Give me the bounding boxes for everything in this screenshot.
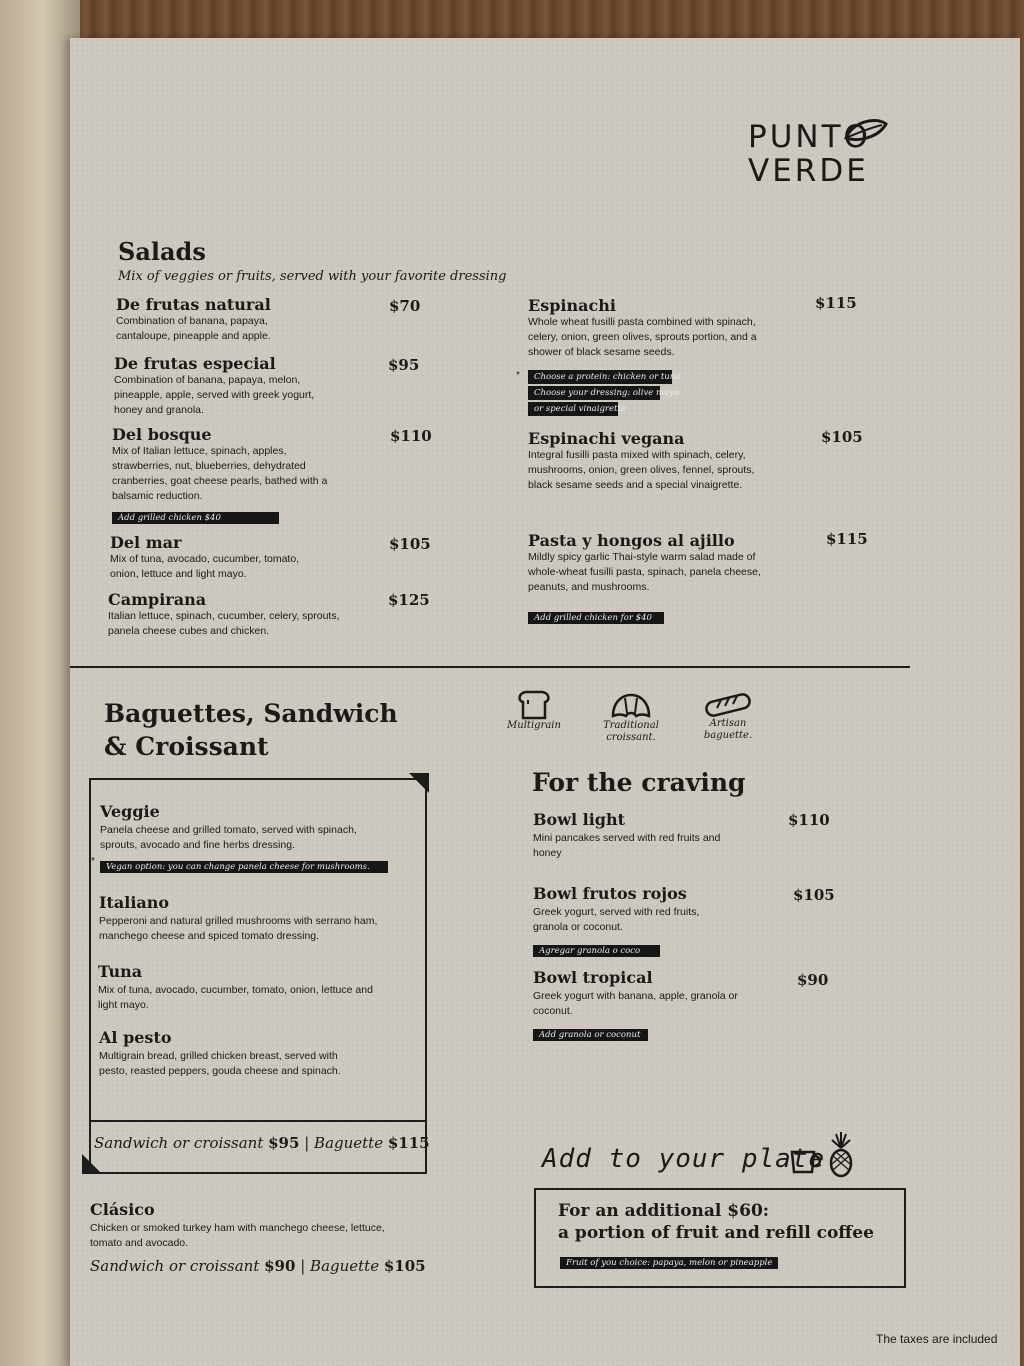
brand-logo	[748, 120, 928, 188]
sandwich-item	[99, 893, 419, 944]
price-separator: |	[300, 1257, 311, 1275]
item-name: De frutas especial	[114, 354, 276, 373]
item-desc: Mix of Italian lettuce, spinach, apples, strawberries, nut, blueberries, dehydrated cranberries, goat cheese pearls, bathed with a balsamic reduction.	[112, 445, 328, 502]
option-tag: or special vinaigrette	[528, 402, 618, 416]
box-price-divider	[89, 1120, 427, 1122]
bread-option	[504, 690, 564, 732]
salad-item	[516, 296, 828, 418]
item-desc: Chicken or smoked turkey ham with manchego cheese, lettuce, tomato and avocado.	[90, 1222, 385, 1249]
item-price: $105	[821, 428, 863, 446]
price-separator: |	[304, 1134, 315, 1152]
item-name: Italiano	[99, 893, 170, 912]
taxes-note: The taxes are included	[876, 1332, 998, 1346]
pineapple-icon	[826, 1132, 856, 1178]
item-desc: Pepperoni and natural grilled mushrooms with serrano ham, manchego cheese and spiced tomato dressing.	[99, 915, 378, 942]
sandwich-item	[99, 1028, 419, 1079]
clasico-item	[90, 1200, 426, 1275]
item-name: Espinachi vegana	[528, 429, 685, 448]
salads-title: Salads	[118, 237, 206, 266]
box-corner	[409, 773, 429, 793]
item-price: $105	[389, 535, 431, 553]
leaf-icon	[842, 118, 888, 144]
craving-item	[533, 968, 793, 1042]
item-desc: Combination of banana, papaya, melon, pineapple, apple, served with greek yogurt, honey and granola.	[114, 374, 315, 416]
item-name: Al pesto	[99, 1028, 172, 1047]
option-tag: Choose your dressing: olive mayo	[528, 386, 660, 400]
salads-subtitle: Mix of veggies or fruits, served with your favorite dressing	[118, 269, 507, 284]
item-desc: Integral fusilli pasta mixed with spinach, celery, mushrooms, onion, green olives, fennel, sprouts, black sesame seeds and a special vinaigrette.	[528, 449, 755, 491]
box-corner	[82, 1154, 102, 1174]
item-price: $105	[793, 886, 835, 904]
menu-page	[70, 38, 1020, 1366]
sandwich-item	[91, 802, 420, 874]
baguette-price: $105	[383, 1257, 426, 1275]
item-price: $115	[815, 294, 857, 312]
salad-item	[112, 425, 412, 525]
asterisk-icon: *	[516, 370, 520, 381]
left-page-edge	[0, 0, 80, 1366]
item-name: Clásico	[90, 1200, 155, 1219]
item-name: Tuna	[98, 962, 143, 981]
salad-item	[114, 354, 414, 418]
addon-text	[558, 1200, 898, 1244]
sandwich-label: Sandwich or croissant	[94, 1134, 264, 1152]
item-price: $110	[788, 811, 830, 829]
item-desc: Mix of tuna, avocado, cucumber, tomato, onion, lettuce and light mayo.	[110, 553, 300, 580]
sandwich-title-line2: & Croissant	[104, 731, 269, 761]
clasico-price-line	[90, 1257, 426, 1275]
sandwich-title	[104, 698, 398, 763]
coffee-cup-icon	[788, 1146, 824, 1176]
item-desc: Italian lettuce, spinach, cucumber, celery, sprouts, panela cheese cubes and chicken.	[108, 610, 340, 637]
salad-item	[528, 429, 828, 493]
craving-title: For the craving	[532, 768, 746, 797]
asterisk-icon: *	[91, 856, 95, 867]
item-desc: Mini pancakes served with red fruits and honey	[533, 832, 721, 859]
baguette-label: Baguette	[314, 1134, 384, 1152]
item-price: $115	[826, 530, 868, 548]
item-name: Bowl tropical	[533, 968, 653, 987]
sandwich-price: $90	[264, 1257, 296, 1275]
baguette-label: Artisan baguette.	[703, 718, 753, 741]
salad-item	[528, 531, 828, 625]
brand-line1: PUNTO	[748, 119, 871, 155]
bread-icon	[517, 690, 551, 720]
section-divider	[70, 666, 910, 668]
brand-line2: VERDE	[748, 153, 869, 189]
bread-label: Multigrain	[507, 720, 561, 731]
item-name: Del bosque	[112, 425, 212, 444]
item-name: Bowl light	[533, 810, 625, 829]
sandwich-title-line1: Baguettes, Sandwich	[104, 699, 398, 728]
add-on-tag: Add granola or coconut	[533, 1029, 648, 1041]
item-name: Espinachi	[528, 296, 616, 315]
box-price-line	[94, 1134, 430, 1152]
item-desc: Combination of banana, papaya, cantaloupe, pineapple and apple.	[116, 315, 271, 342]
sandwich-label: Sandwich or croissant	[90, 1257, 260, 1275]
bread-option	[700, 692, 756, 742]
item-desc: Greek yogurt, served with red fruits, granola or coconut.	[533, 906, 700, 933]
baguette-label: Baguette	[310, 1257, 380, 1275]
croissant-label: Traditional croissant.	[603, 720, 659, 743]
craving-item	[533, 884, 793, 958]
option-tag: Choose a protein: chicken or tuna	[528, 370, 672, 384]
addon-heading: Add to your plate	[542, 1144, 826, 1174]
item-price: $70	[389, 297, 421, 315]
bread-option	[599, 692, 663, 744]
baguette-icon	[703, 692, 753, 718]
item-name: Pasta y hongos al ajillo	[528, 531, 735, 550]
item-name: Del mar	[110, 533, 182, 552]
item-price: $110	[390, 427, 432, 445]
item-desc: Whole wheat fusilli pasta combined with spinach, celery, onion, green olives, sprouts portion, and a shower of black sesame seeds.	[528, 316, 757, 358]
item-desc: Mildly spicy garlic Thai-style warm salad made of whole-wheat fusilli pasta, spinach, panela cheese, peanuts, and mushrooms.	[528, 551, 761, 593]
addon-tag-row	[560, 1252, 778, 1270]
croissant-icon	[610, 692, 652, 720]
item-price: $125	[388, 591, 430, 609]
addon-line1: For an additional $60:	[558, 1201, 770, 1221]
craving-item	[533, 810, 793, 861]
baguette-price: $115	[387, 1134, 430, 1152]
item-name: De frutas natural	[116, 295, 271, 314]
item-price: $95	[388, 356, 420, 374]
fruit-choice-tag: Fruit of you choice: papaya, melon or pineapple	[560, 1257, 778, 1269]
sandwich-price: $95	[268, 1134, 300, 1152]
add-on-tag: Add grilled chicken for $40	[528, 612, 664, 624]
add-on-tag: Add grilled chicken $40	[112, 512, 279, 524]
item-name: Veggie	[100, 802, 160, 821]
salad-item	[116, 295, 416, 344]
addon-line2: a portion of fruit and refill coffee	[558, 1223, 874, 1243]
add-on-tag: Agregar granola o coco	[533, 945, 660, 957]
item-desc: Panela cheese and grilled tomato, served with spinach, sprouts, avocado and fine herbs dressing.	[100, 824, 357, 851]
item-desc: Greek yogurt with banana, apple, granola or coconut.	[533, 990, 738, 1017]
salad-item	[110, 533, 410, 582]
item-name: Bowl frutos rojos	[533, 884, 687, 903]
item-desc: Mix of tuna, avocado, cucumber, tomato, onion, lettuce and light mayo.	[98, 984, 373, 1011]
vegan-option-tag: Vegan option: you can change panela cheese for mushrooms.	[100, 861, 388, 873]
sandwich-item	[98, 962, 418, 1013]
salad-item	[108, 590, 408, 639]
item-desc: Multigrain bread, grilled chicken breast, served with pesto, reasted peppers, gouda cheese and spinach.	[99, 1050, 341, 1077]
item-name: Campirana	[108, 590, 207, 609]
item-price: $90	[797, 971, 829, 989]
